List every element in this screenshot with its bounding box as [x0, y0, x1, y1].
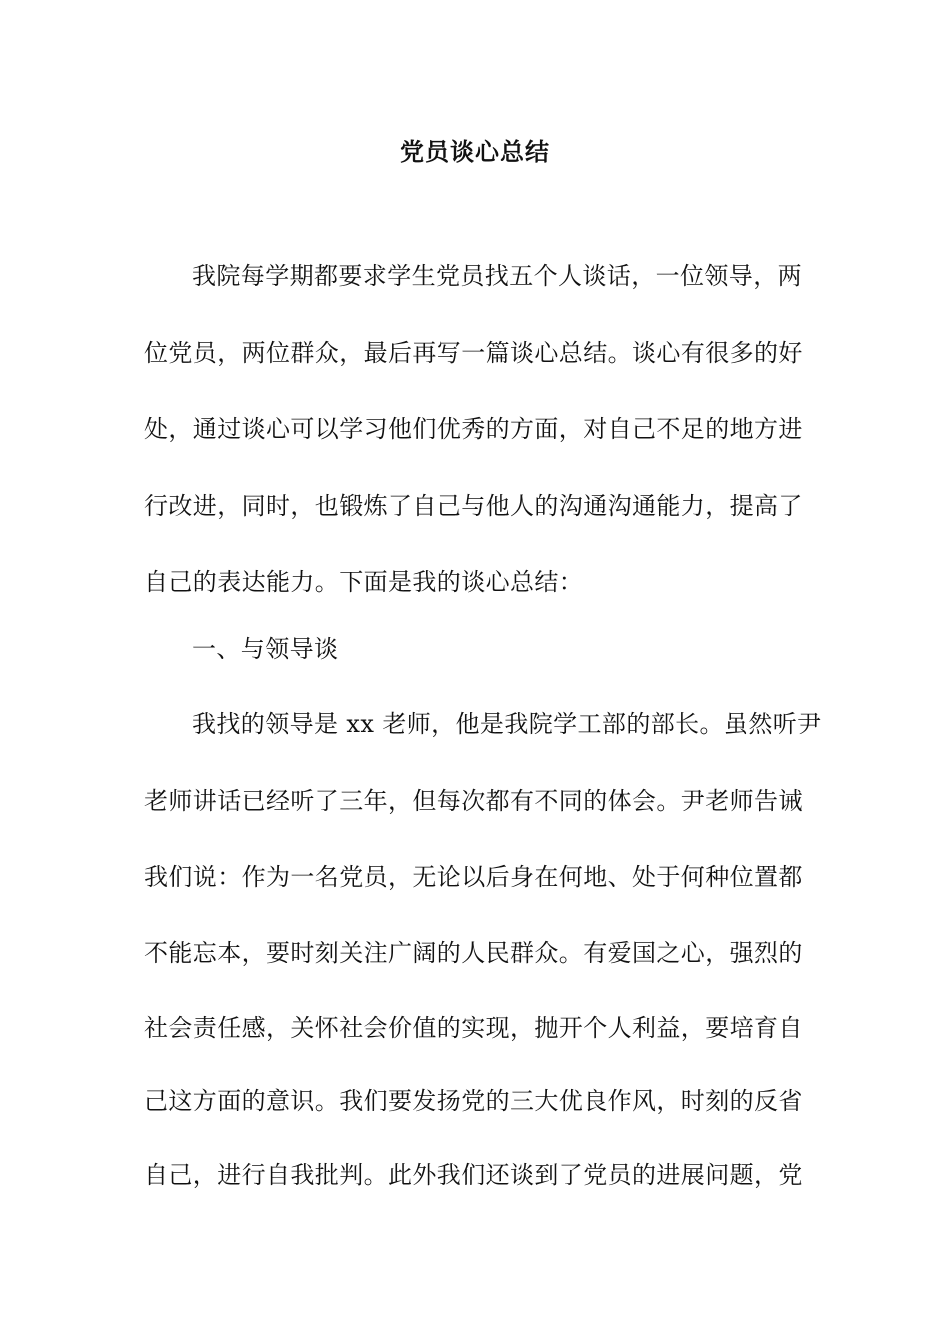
paragraph-2-line-3: 我们说：作为一名党员，无论以后身在何地、处于何种位置都 — [144, 863, 803, 891]
paragraph-2-line-4: 不能忘本，要时刻关注广阔的人民群众。有爱国之心，强烈的 — [144, 939, 803, 967]
paragraph-2-line-7: 自己，进行自我批判。此外我们还谈到了党员的进展问题，党 — [144, 1161, 803, 1189]
paragraph-1-line-2: 位党员，两位群众，最后再写一篇谈心总结。谈心有很多的好 — [144, 339, 803, 367]
paragraph-2-line-1: 我找的领导是 xx 老师，他是我院学工部的部长。虽然听尹 — [192, 710, 822, 738]
paragraph-1-line-1: 我院每学期都要求学生党员找五个人谈话，一位领导，两 — [192, 262, 802, 290]
section-heading: 一、与领导谈 — [192, 635, 339, 663]
paragraph-1-line-5: 自己的表达能力。下面是我的谈心总结： — [144, 568, 584, 596]
document-title: 党员谈心总结 — [400, 137, 550, 166]
paragraph-2-line-2: 老师讲话已经听了三年，但每次都有不同的体会。尹老师告诫 — [144, 787, 803, 815]
paragraph-2-line-5: 社会责任感，关怀社会价值的实现，抛开个人利益，要培育自 — [144, 1014, 803, 1042]
paragraph-2-line-6: 己这方面的意识。我们要发扬党的三大优良作风，时刻的反省 — [144, 1087, 803, 1115]
paragraph-1-line-4: 行改进，同时，也锻炼了自己与他人的沟通沟通能力，提高了 — [144, 492, 803, 520]
paragraph-1-line-3: 处，通过谈心可以学习他们优秀的方面，对自己不足的地方进 — [144, 415, 803, 443]
